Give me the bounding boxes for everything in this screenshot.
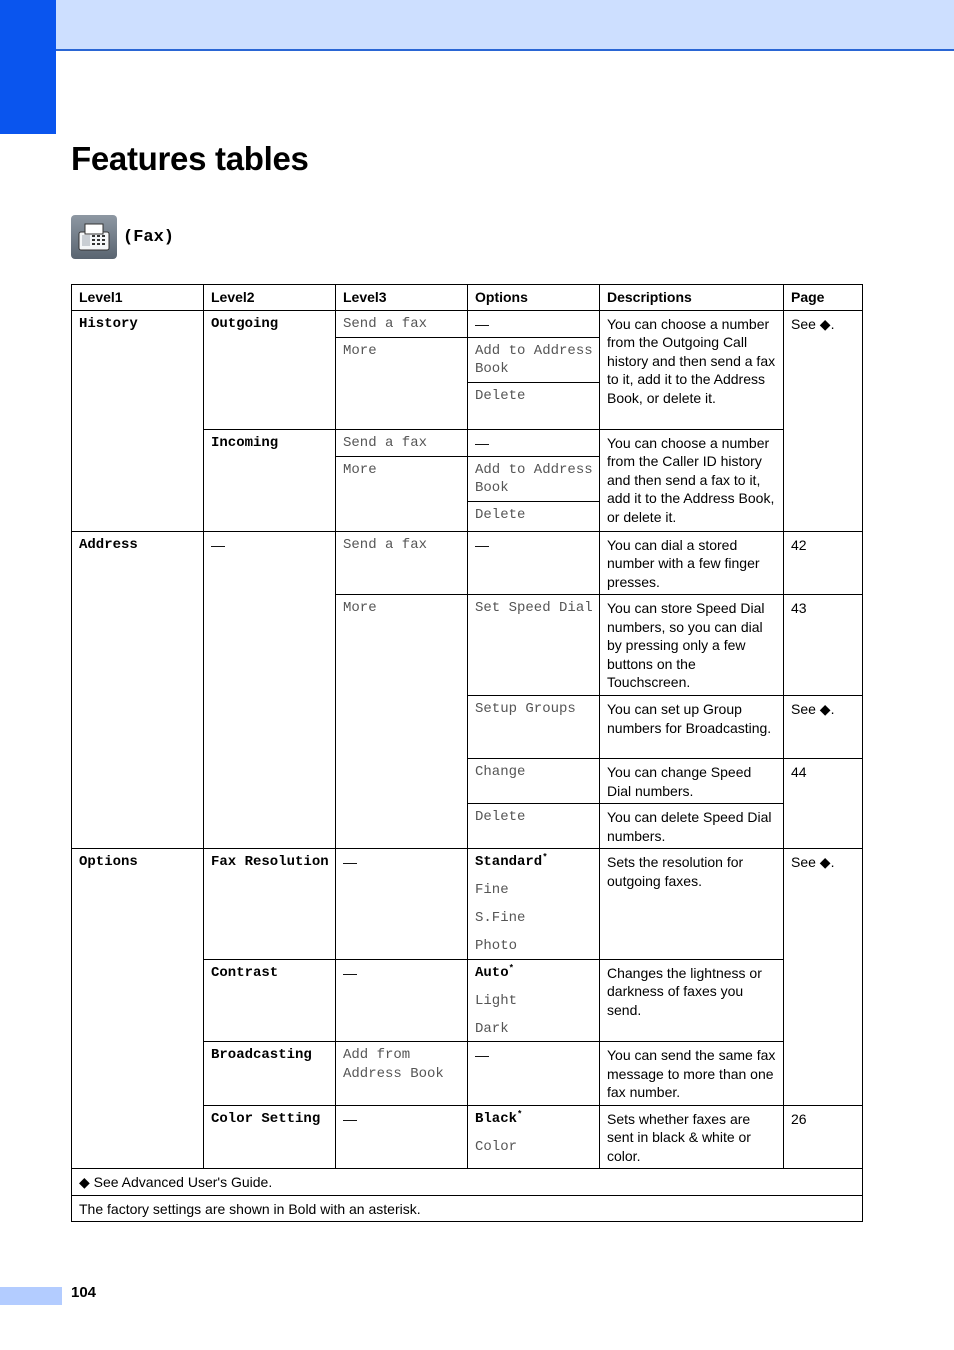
option-photo: Photo [475,938,518,954]
page-address-send-fax: 42 [784,531,863,595]
option-change: Change [468,759,600,804]
header-level2: Level2 [204,285,336,311]
footer-bar [0,1287,62,1305]
description-fax-resolution: Sets the resolution for outgoing faxes. [600,849,784,960]
option-dash: — [468,531,600,595]
level2-outgoing: Outgoing [204,310,336,429]
level2-incoming: Incoming [204,429,336,531]
description-broadcasting: You can send the same fax message to more than one fax number. [600,1042,784,1106]
option-add-to-address-book: Add to Address Book [468,337,600,382]
description-address-send-fax: You can dial a stored number with a few finger presses. [600,531,784,595]
options-contrast [468,959,600,1042]
level3-more: More [336,595,468,849]
option-light: Light [475,992,518,1009]
table-row [72,310,863,337]
page-number: 104 [71,1284,97,1301]
level2-contrast: Contrast [204,959,336,1042]
description-outgoing: You can choose a number from the Outgoing Call history and then send a fax to it, add it to the Address Book, or delete it. [600,310,784,429]
level3-dash: — [336,1105,468,1169]
description-contrast: Changes the lightness or darkness of faxes you send. [600,959,784,1042]
option-standard: Standard* [475,852,548,870]
description-set-speed-dial: You can store Speed Dial numbers, so you can dial by pressing only a few buttons on the Touchscreen. [600,595,784,696]
option-auto: Auto* [475,962,515,981]
level1-options: Options [72,849,204,1169]
page-set-speed-dial: 43 [784,595,863,696]
note-see-guide: ◆ See Advanced User's Guide. [72,1169,863,1196]
table-header-row [72,285,863,311]
option-fine: Fine [475,882,509,898]
option-set-speed-dial: Set Speed Dial [468,595,600,696]
option-delete: Delete [468,804,600,849]
level3-dash: — [336,849,468,960]
header-descriptions: Descriptions [600,285,784,311]
level3-more: More [336,456,468,531]
features-table [71,284,863,1222]
chapter-tab [0,0,56,134]
option-black: Black* [475,1108,523,1127]
option-add-to-address-book: Add to Address Book [468,456,600,501]
description-incoming: You can choose a number from the Caller ID history and then send a fax to it, add it to the Address Book, or delete it. [600,429,784,531]
page-change-delete: 44 [784,759,863,849]
fax-machine-icon [71,215,117,259]
level3-dash: — [336,959,468,1042]
level3-send-fax: Send a fax [336,429,468,456]
option-delete: Delete [468,501,600,531]
table-row [72,1195,863,1222]
option-s-fine: S.Fine [475,910,526,926]
option-dash: — [468,310,600,337]
fax-section-heading [71,215,174,259]
header-page: Page [784,285,863,311]
level2-color-setting: Color Setting [204,1105,336,1169]
level1-history: History [72,310,204,531]
description-color-setting: Sets whether faxes are sent in black & white or color. [600,1105,784,1169]
options-fax-resolution [468,849,600,960]
description-setup-groups: You can set up Group numbers for Broadcasting. [600,696,784,759]
option-setup-groups: Setup Groups [468,696,600,759]
level3-send-fax: Send a fax [336,310,468,337]
header-options: Options [468,285,600,311]
option-color: Color [475,1138,518,1155]
page-history: See ◆. [784,310,863,531]
description-delete: You can delete Speed Dial numbers. [600,804,784,849]
table-row [72,531,863,595]
description-change: You can change Speed Dial numbers. [600,759,784,804]
note-factory-settings: The factory settings are shown in Bold with an asterisk. [72,1195,863,1222]
header-band [0,0,954,51]
level2-broadcasting: Broadcasting [204,1042,336,1106]
header-level3: Level3 [336,285,468,311]
page-setup-groups: See ◆. [784,696,863,759]
page-title: Features tables [71,140,309,177]
level2-dash: — [204,531,336,849]
option-dash: — [468,1042,600,1106]
level1-address: Address [72,531,204,849]
option-delete: Delete [468,382,600,429]
page-options: See ◆. [784,849,863,1106]
page-color-setting: 26 [784,1105,863,1169]
table-row [72,849,863,960]
option-dash: — [468,429,600,456]
header-level1: Level1 [72,285,204,311]
level3-add-from-address-book: Add from Address Book [336,1042,468,1106]
level3-more: More [336,337,468,429]
fax-section-label: (Fax) [123,227,175,247]
options-color-setting [468,1105,600,1169]
level2-fax-resolution: Fax Resolution [204,849,336,960]
option-dark: Dark [475,1020,509,1037]
table-row [72,1169,863,1196]
level3-send-fax: Send a fax [336,531,468,595]
